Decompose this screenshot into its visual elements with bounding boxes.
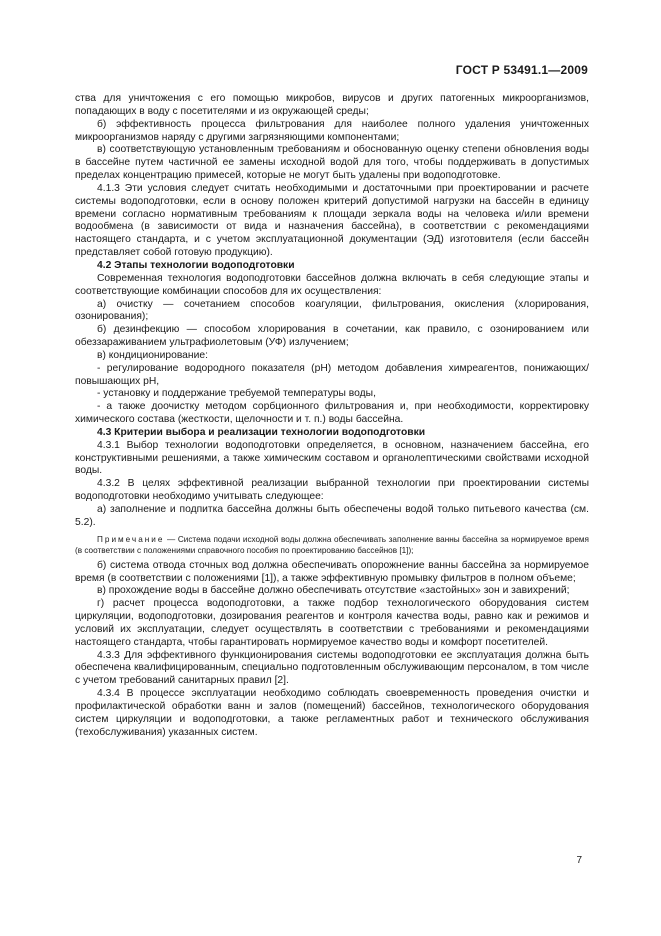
paragraph: а) очистку — сочетанием способов коагуляции, фильтрования, окисления (хлорирования, озонирования); xyxy=(75,298,589,323)
paragraph: - регулирование водородного показателя (рН) методом добавления химреагентов, понижающих/повышающих рН, xyxy=(75,362,589,387)
note-text: — Система подачи исходной воды должна обеспечивать заполнение ванны бассейна за нормируемое время (в соответствии с положениями справочного пособия по проектированию бассейнов [1]); xyxy=(75,534,589,555)
paragraph: б) дезинфекцию — способом хлорирования в сочетании, как правило, с озонированием или обеззараживанием ультрафиолетовым (УФ) излучением; xyxy=(75,324,589,349)
paragraph: в) соответствующую установленным требованиям и обоснованную оценку степени обновления воды в бассейне путем частичной ее замены исходной водой для того, чтобы поддерживать в допустимых пределах концентрацию примесей, которые не могут быть удалены при водоподготовке. xyxy=(75,144,589,182)
section-heading: 4.3 Критерии выбора и реализации технологии водоподготовки xyxy=(97,426,426,438)
paragraph: а) заполнение и подпитка бассейна должны быть обеспечены водой только питьевого качества (см. 5.2). xyxy=(75,504,589,528)
paragraph: - а также доочистку методом сорбционного фильтрования и, при необходимости, корректировку химического состава (жесткости, щелочности и т. п.) воды бассейна. xyxy=(75,401,589,426)
page-number: 7 xyxy=(576,855,582,866)
paragraph: г) расчет процесса водоподготовки, а также подбор технологического оборудования систем циркуляции, водоподготовки, дозирования реагентов и контроля качества воды, равно как и режимов и условий их эксплуатации, следует осуществлять в соответствии с требованиями и рекомендациями настоящего стандарта, чтобы гарантировать нормируемое качество воды и комфорт посетителей. xyxy=(75,598,589,648)
standard-header: ГОСТ Р 53491.1—2009 xyxy=(455,63,588,77)
paragraph: в) кондиционирование: xyxy=(97,349,208,361)
section-heading: 4.2 Этапы технологии водоподготовки xyxy=(97,259,295,271)
paragraph: в) прохождение воды в бассейне должно обеспечивать отсутствие «застойных» зон и завихрений; xyxy=(97,585,570,597)
paragraph: 4.1.3 Эти условия следует считать необходимыми и достаточными при проектировании и расчете системы водоподготовки, если в основу положен критерий допустимой нагрузки на бассейн в единицу времени согласно нормативным требованиям к площади зеркала воды на человека и/или времени водообмена (в зависимости от вида и назначения бассейна), в соответствии с рекомендациями настоящего стандарта, и с учетом эксплуатационной документации (ЭД) изготовителя (если бассейн представляет собой готовую продукцию). xyxy=(75,182,589,259)
paragraph: б) система отвода сточных вод должна обеспечивать опорожнение ванны бассейна за нормируемое время (в соответствии с положениями [1]), а также эффективную промывку фильтров в полном объеме; xyxy=(75,559,589,584)
note-paragraph xyxy=(75,534,589,556)
note-label: Примечание xyxy=(97,534,165,544)
paragraph: ства для уничтожения с его помощью микробов, вирусов и других патогенных микроорганизмов, попадающих в воду с посетителями и из окружающей среды; xyxy=(75,93,589,117)
paragraph: Современная технология водоподготовки бассейнов должна включать в себя следующие этапы и соответствующие комбинации способов для их осуществления: xyxy=(75,272,589,297)
paragraph: 4.3.3 Для эффективного функционирования системы водоподготовки ее эксплуатация должна быть обеспечена квалифицированным, специально подготовленным обслуживающим персоналом, в том числе с учетом требований санитарных правил [2]. xyxy=(75,649,589,687)
body-text xyxy=(75,93,589,740)
paragraph: 4.3.1 Выбор технологии водоподготовки определяется, в основном, назначением бассейна, его конструктивными решениями, а также химическим составом и органолептическими свойствами исходной воды. xyxy=(75,439,589,477)
paragraph: 4.3.2 В целях эффективной реализации выбранной технологии при проектировании системы водоподготовки необходимо учитывать следующее: xyxy=(75,478,589,503)
paragraph: б) эффективность процесса фильтрования для наиболее полного удаления уничтоженных микроорганизмов наряду с другими загрязняющими компонентами; xyxy=(75,118,589,143)
paragraph: 4.3.4 В процессе эксплуатации необходимо соблюдать своевременность проведения очистки и профилактической обработки ванн и залов (помещений) бассейнов, технологического оборудования систем циркуляции и водоподготовки, а также регламентных работ и технического обслуживания (техобслуживания) указанных систем. xyxy=(75,688,589,738)
paragraph: - установку и поддержание требуемой температуры воды, xyxy=(97,388,376,400)
